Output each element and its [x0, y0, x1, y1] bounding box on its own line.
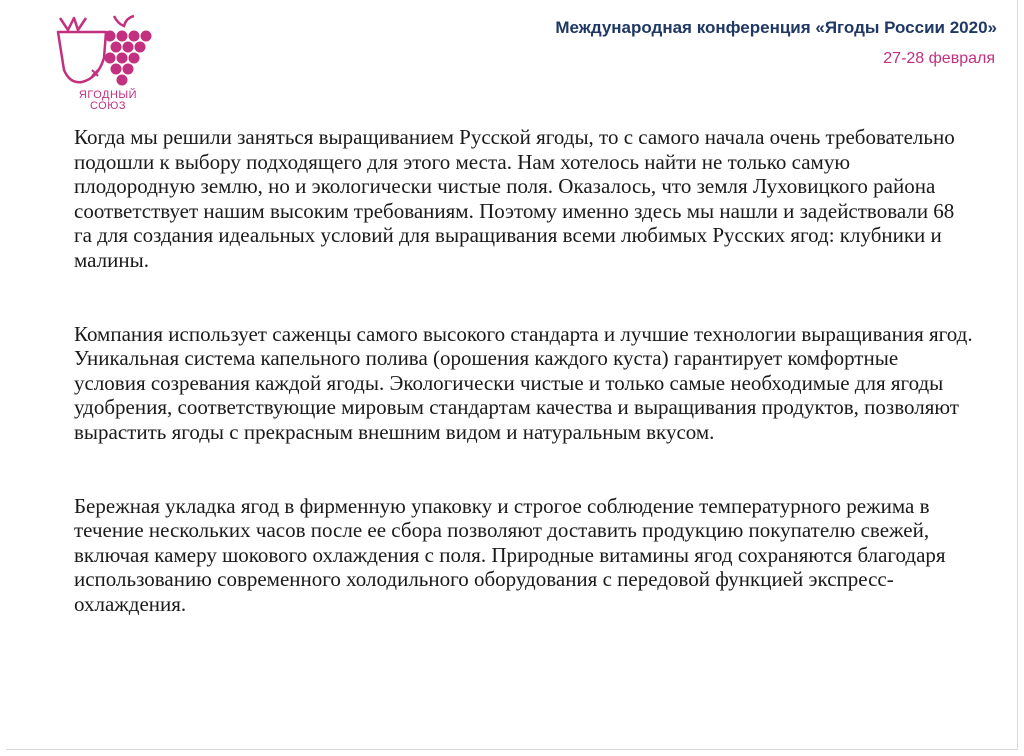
conference-date: 27-28 февраля [883, 50, 995, 67]
logo-line-1: ЯГОДНЫЙ [78, 89, 138, 101]
logo [48, 12, 168, 122]
body-text [74, 125, 974, 666]
paragraph-3: Бережная укладка ягод в фирменную упаковку и строгое соблюдение температурного режима в течение нескольких часов после ее сбора позволяют доставить продукцию покупателю свежей, включая камеру шокового охлаждения с поля. Природные витамины ягод сохраняются благодаря использованию современного холодильного оборудования с передовой функцией экспресс-охлаждения. [74, 493, 946, 616]
logo-line-2: СОЮЗ [89, 100, 126, 112]
paragraph-1: Когда мы решили заняться выращиванием Русской ягоды, то с самого начала очень требовательно подошли к выбору подходящего для этого места. Нам хотелось найти не только самую плодородную землю, но и экологически чистые поля. Оказалось, что земля Луховицкого района соответствует нашим высоким требованиям. Поэтому именно здесь мы нашли и задействовали 68 га для создания идеальных условий для выращивания всеми любимых Русских ягод: клубники и малины. [74, 125, 955, 272]
conference-title: Международная конференция «Ягоды России 2020» [555, 18, 997, 37]
slide [6, 0, 1018, 750]
logo-text [68, 90, 148, 112]
paragraph-2: Компания использует саженцы самого высокого стандарта и лучшие технологии выращивания ягод. Уникальная система капельного полива (орошения каждого куста) гарантирует комфортные условия созревания каждой ягоды. Экологически чистые и только самые необходимые для ягоды удобрения, соответствующие мировым стандартам качества и выращивания продуктов, позволяют вырастить ягоды с прекрасным внешним видом и натуральным вкусом. [74, 321, 973, 444]
berry-logo-icon [48, 12, 158, 92]
